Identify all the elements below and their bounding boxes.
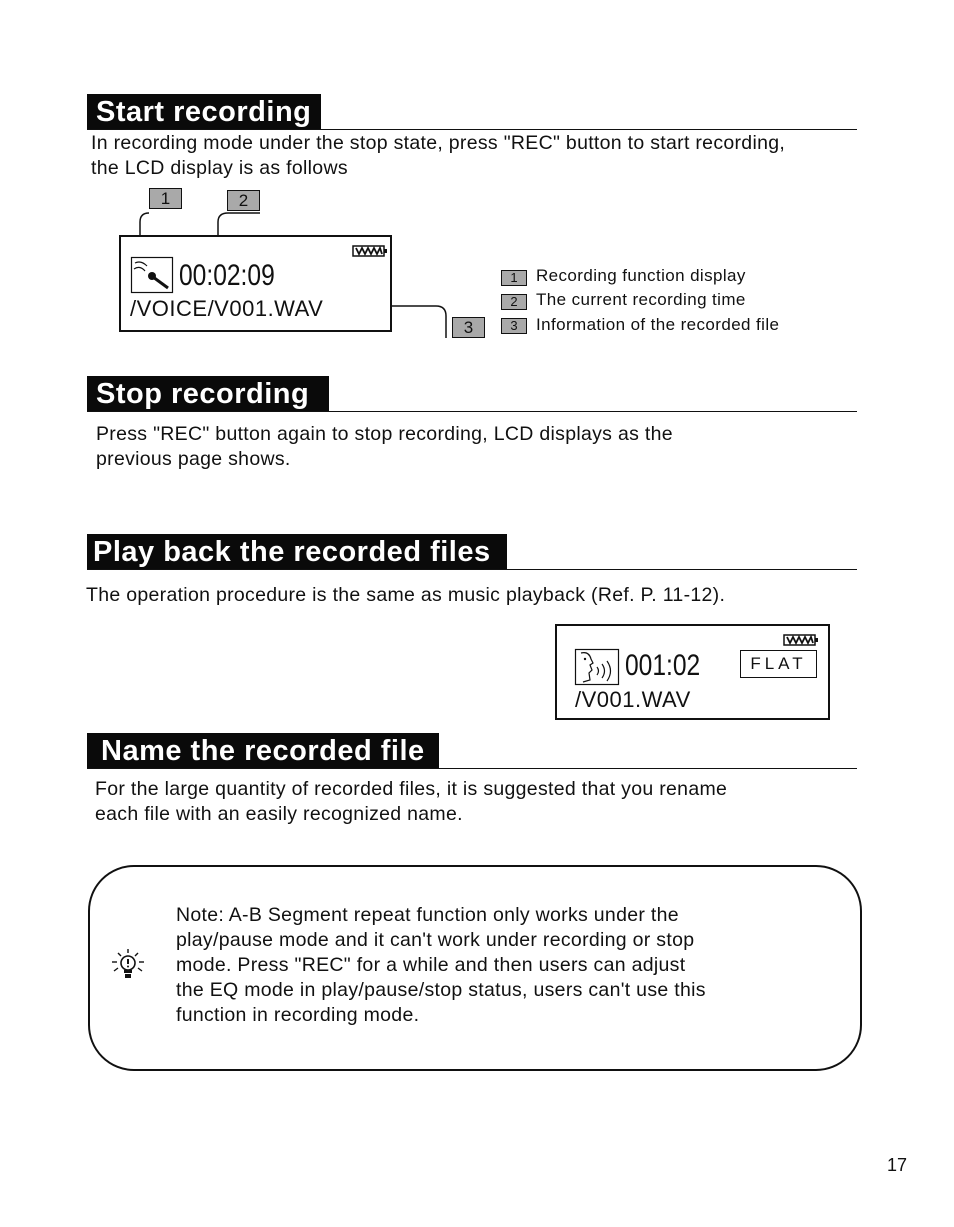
stop-recording-line-1: Press "REC" button again to stop recording, LCD displays as the [96, 423, 673, 445]
play-back-line-1: The operation procedure is the same as music playback (Ref. P. 11-12). [86, 584, 726, 606]
heading-rule [87, 569, 857, 570]
playback-file-path: /V001.WAV [575, 687, 691, 712]
legend-text-2: The current recording time [536, 290, 746, 309]
playback-lcd-display [555, 624, 830, 720]
section-heading-play-back [87, 534, 857, 570]
page-number: 17 [887, 1155, 908, 1175]
stop-recording-line-2: previous page shows. [96, 448, 291, 470]
legend-text-3: Information of the recorded file [536, 315, 780, 334]
heading-rule [87, 768, 857, 769]
callout-tag-2: 2 [227, 190, 260, 211]
note-text [176, 903, 706, 1028]
name-file-line-1: For the large quantity of recorded files, it is suggested that you rename [95, 778, 728, 800]
recording-lcd-display [119, 235, 392, 332]
section-heading-stop-recording [87, 376, 857, 412]
start-recording-line-1: In recording mode under the stop state, press "REC" button to start recording, [91, 132, 786, 154]
section-title: Start recording [87, 94, 321, 130]
name-file-line-2: each file with an easily recognized name. [95, 803, 463, 825]
section-title: Stop recording [87, 376, 329, 412]
heading-rule [87, 411, 857, 412]
note-line-3: mode. Press "REC" for a while and then users can adjust [176, 954, 686, 976]
eq-mode-badge [740, 650, 817, 678]
legend-text-1: Recording function display [536, 266, 746, 285]
recording-file-path: /VOICE/V001.WAV [130, 296, 324, 321]
battery-icon [784, 634, 818, 646]
start-recording-line-2: the LCD display is as follows [91, 157, 348, 179]
lightbulb-icon [109, 947, 149, 987]
legend-tag-2: 2 [501, 294, 527, 310]
section-title: Play back the recorded files [87, 534, 507, 570]
recording-time: 00:02:09 [179, 259, 275, 292]
callout-leader-lines [0, 0, 954, 400]
microphone-icon [131, 257, 173, 293]
voice-playback-icon [575, 649, 619, 685]
callout-tag-3: 3 [452, 317, 485, 338]
section-title: Name the recorded file [87, 733, 439, 769]
legend-tag-1: 1 [501, 270, 527, 286]
callout-tag-1: 1 [149, 188, 182, 209]
eq-mode-label: FLAT [750, 654, 807, 673]
section-heading-name-file [87, 733, 857, 769]
battery-icon [353, 245, 387, 257]
note-line-2: play/pause mode and it can't work under recording or stop [176, 929, 695, 951]
legend-tag-3: 3 [501, 318, 527, 334]
playback-time: 001:02 [625, 649, 701, 682]
note-line-1: Note: A-B Segment repeat function only works under the [176, 904, 679, 926]
note-line-4: the EQ mode in play/pause/stop status, users can't use this [176, 979, 706, 1001]
note-line-5: function in recording mode. [176, 1004, 420, 1026]
